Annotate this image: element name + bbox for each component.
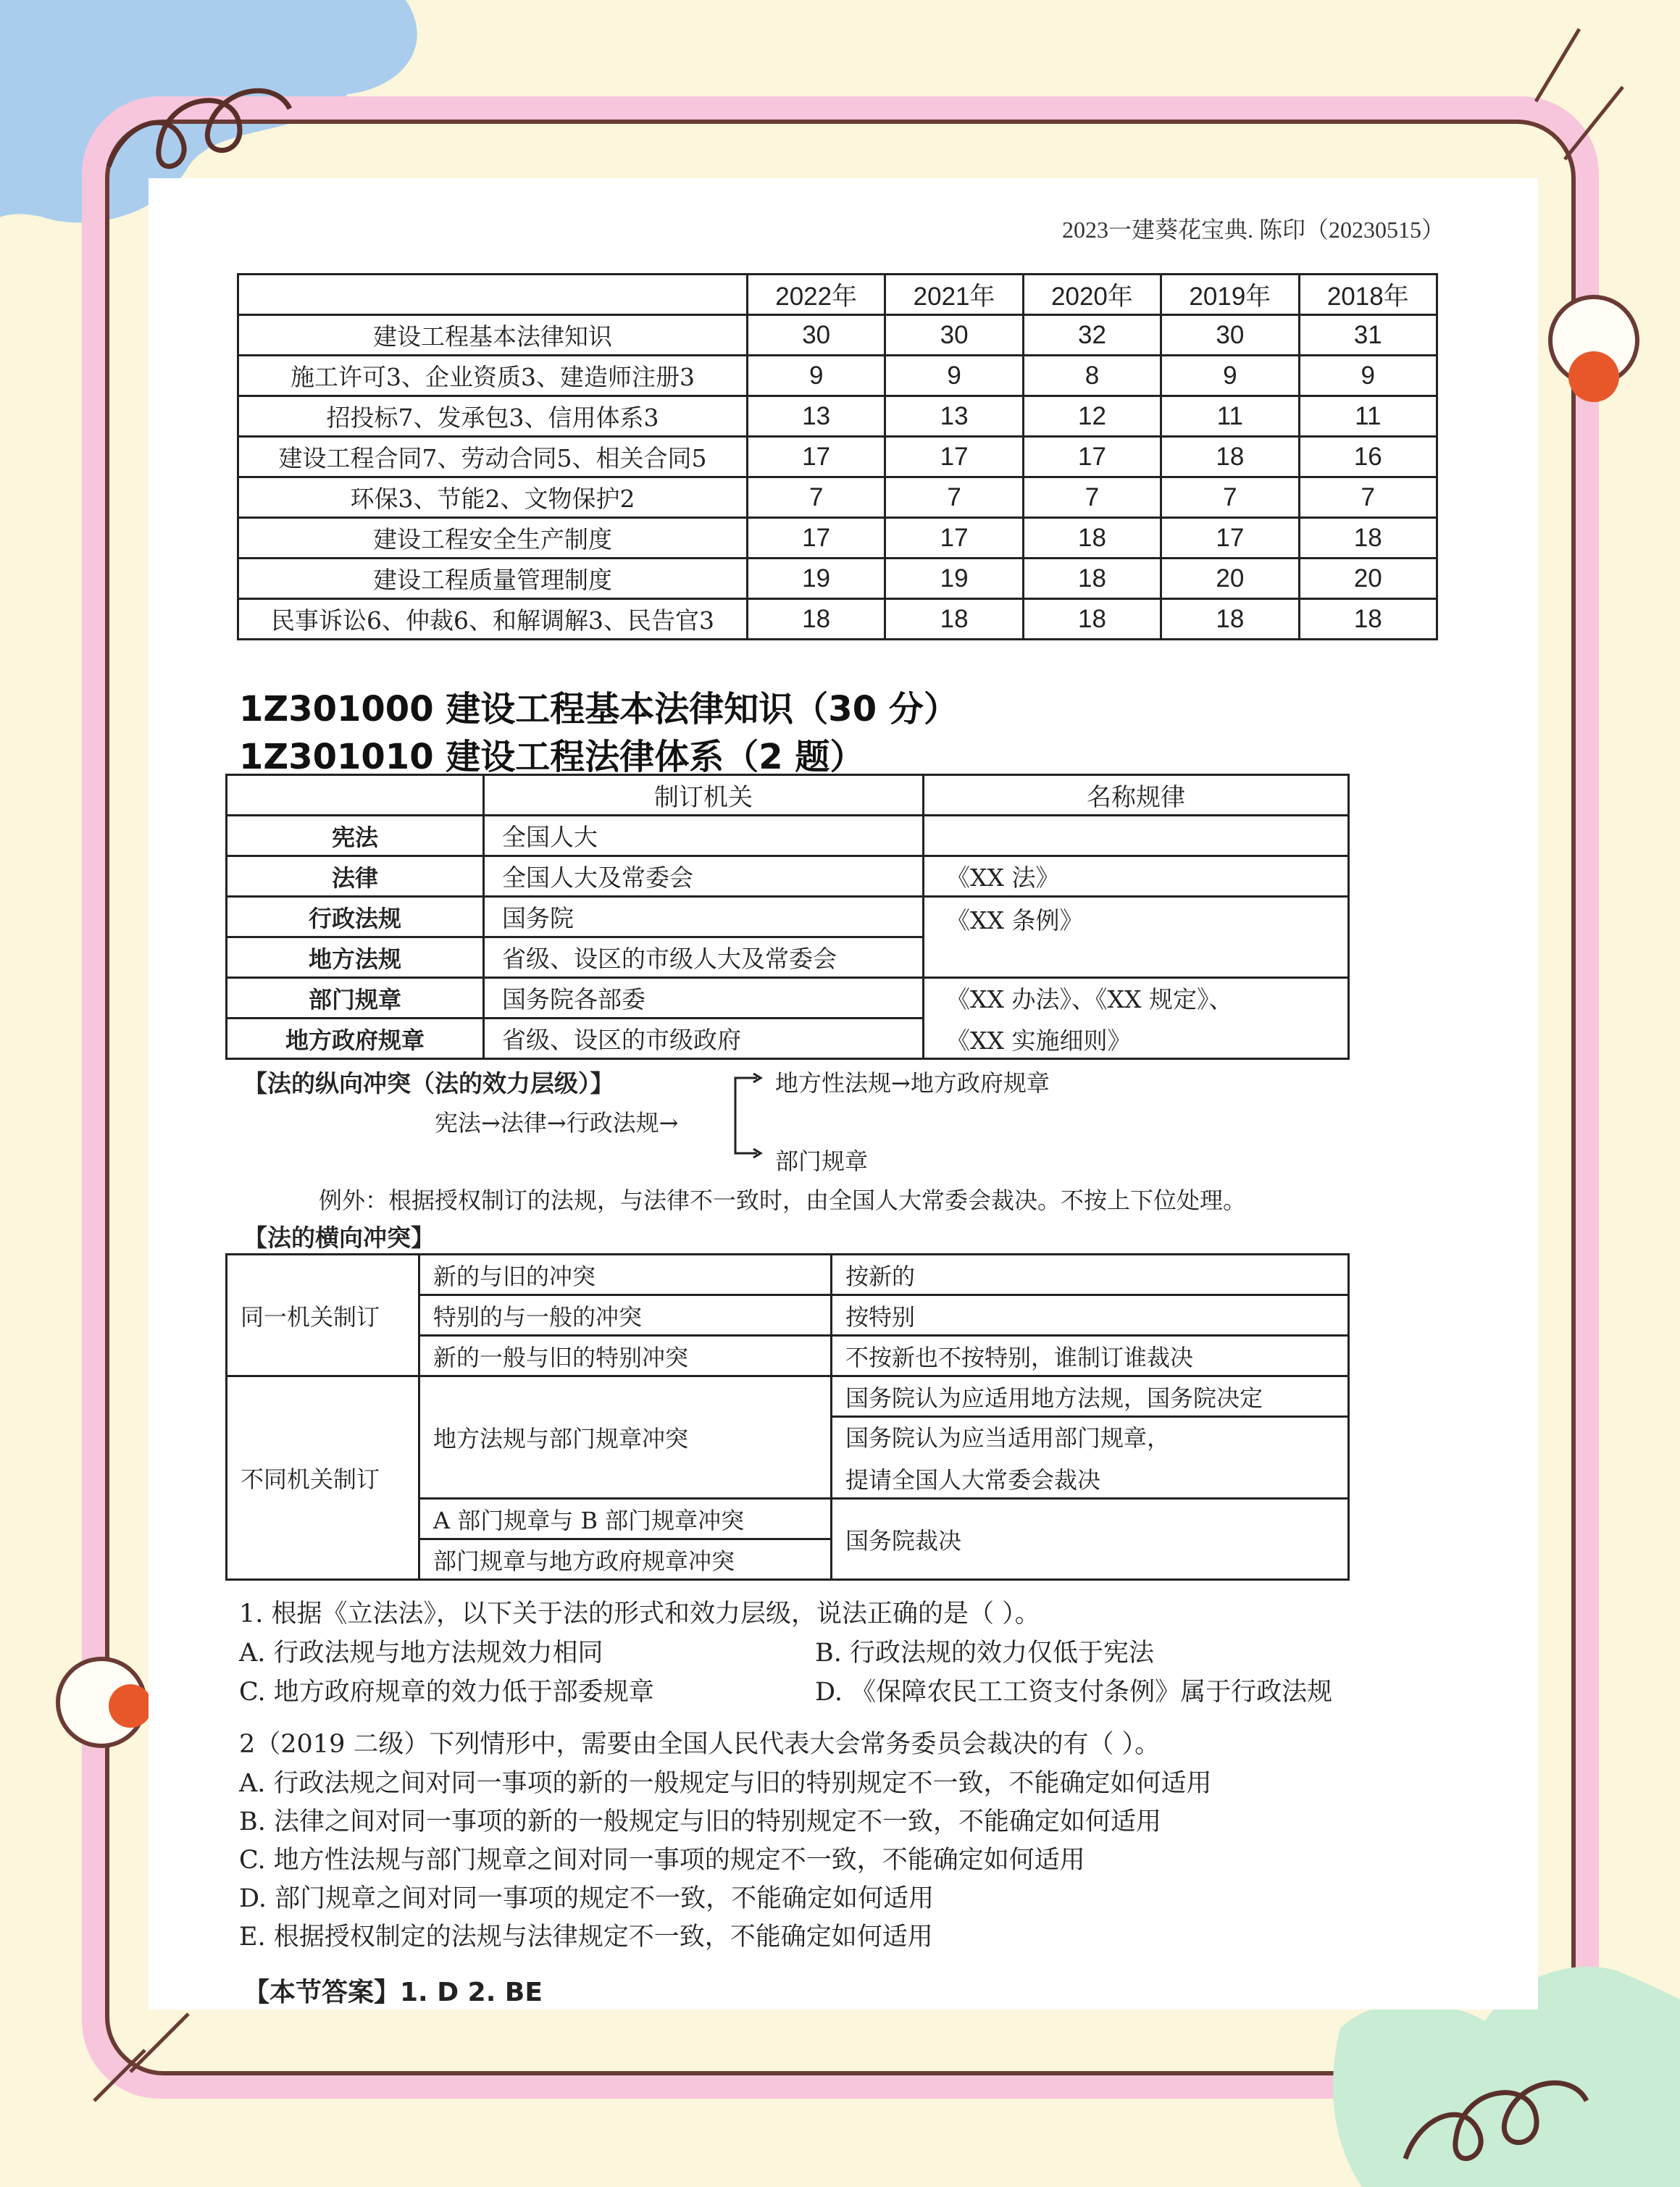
conflict-rule (832, 1417, 1349, 1499)
row-label: 施工许可3、企业资质3、建造师注册3 (238, 356, 748, 396)
score-cell: 18 (1023, 518, 1161, 559)
conflict-case: 地方法规与部门规章冲突 (419, 1376, 832, 1499)
group-cell: 同一机关制订 (227, 1255, 419, 1376)
naming-cell: 《XX 条例》 (924, 897, 1349, 978)
score-cell: 18 (748, 599, 885, 640)
score-cell: 18 (1023, 559, 1161, 599)
score-distribution-table (237, 273, 1438, 640)
score-cell: 18 (1023, 599, 1161, 640)
score-cell: 18 (1299, 599, 1437, 640)
corner-cell (227, 775, 484, 816)
horizontal-conflict-table (225, 1253, 1350, 1581)
issuing-body: 省级、设区的市级人大及常委会 (484, 937, 924, 978)
flower-right (1550, 297, 1637, 402)
score-cell: 18 (1299, 518, 1437, 559)
table-row (227, 775, 1349, 816)
naming-line: 《XX 实施细则》 (946, 1026, 1132, 1055)
exception-note: 例外：根据授权制订的法规，与法律不一致时，由全国人大常委会裁决。不按上下位处理。 (319, 1187, 1247, 1214)
score-cell: 18 (1161, 599, 1299, 640)
table-row (238, 477, 1437, 518)
score-cell: 17 (748, 437, 885, 477)
rule-line: 提请全国人大常委会裁决 (845, 1466, 1101, 1494)
issuing-body: 全国人大 (484, 816, 924, 856)
tick-top-right (1536, 29, 1623, 159)
issuing-body: 全国人大及常委会 (484, 856, 924, 897)
question-2-option: B. 法律之间对同一事项的新的一般规定与旧的特别规定不一致，不能确定如何适用 (239, 1807, 1161, 1836)
table-row (238, 599, 1437, 640)
question-1-option: C. 地方政府规章的效力低于部委规章 (239, 1678, 654, 1707)
law-system-table (225, 774, 1350, 1060)
score-cell: 9 (1161, 356, 1299, 396)
year-header: 2020年 (1023, 275, 1161, 315)
question-1-option: A. 行政法规与地方法规效力相同 (239, 1639, 603, 1668)
conflict-rule: 按特别 (832, 1295, 1349, 1336)
question-2-option: A. 行政法规之间对同一事项的新的一般规定与旧的特别规定不一致，不能确定如何适用 (239, 1769, 1212, 1798)
table-row (238, 356, 1437, 396)
score-cell: 32 (1023, 315, 1161, 356)
table-row (238, 559, 1437, 599)
law-form: 宪法 (227, 816, 484, 856)
table-row (238, 315, 1437, 356)
question-1-option: D. 《保障农民工工资支付条例》属于行政法规 (815, 1678, 1333, 1707)
conflict-case: 新的一般与旧的特别冲突 (419, 1336, 832, 1376)
score-cell: 20 (1299, 559, 1437, 599)
score-cell: 30 (748, 315, 885, 356)
branch-top: 地方性法规→地方政府规章 (775, 1069, 1050, 1097)
score-cell: 17 (885, 437, 1023, 477)
law-form: 地方政府规章 (227, 1019, 484, 1059)
column-header: 制订机关 (484, 775, 924, 816)
conflict-case: 部门规章与地方政府规章冲突 (419, 1539, 832, 1580)
year-header: 2019年 (1161, 275, 1299, 315)
table-row (227, 1376, 1349, 1417)
header-note: 2023一建葵花宝典. 陈印（20230515） (1062, 217, 1445, 243)
score-cell: 18 (885, 599, 1023, 640)
score-cell: 17 (1161, 518, 1299, 559)
law-form: 行政法规 (227, 897, 484, 937)
branch-bottom: 部门规章 (775, 1147, 869, 1175)
row-label: 环保3、节能2、文物保护2 (238, 477, 748, 518)
naming-cell: 《XX 法》 (924, 856, 1349, 897)
score-cell: 7 (1299, 477, 1437, 518)
table-row (238, 518, 1437, 559)
law-form: 部门规章 (227, 978, 484, 1019)
score-cell: 7 (1023, 477, 1161, 518)
naming-cell (924, 816, 1349, 856)
table-row (238, 275, 1437, 315)
score-cell: 7 (885, 477, 1023, 518)
year-header: 2022年 (748, 275, 885, 315)
section-heading: 1Z301000 建设工程基本法律知识（30 分） (239, 689, 958, 729)
score-cell: 9 (885, 356, 1023, 396)
score-cell: 9 (1299, 356, 1437, 396)
score-cell: 17 (748, 518, 885, 559)
question-2-option: D. 部门规章之间对同一事项的规定不一致，不能确定如何适用 (239, 1884, 935, 1913)
question-1-stem: 1. 根据《立法法》，以下关于法的形式和效力层级，说法正确的是（ ）。 (239, 1600, 1040, 1628)
horizontal-conflict-title: 【法的横向冲突】 (243, 1224, 435, 1252)
conflict-rule: 按新的 (832, 1255, 1349, 1295)
score-cell: 11 (1299, 396, 1437, 437)
law-form: 地方法规 (227, 937, 484, 978)
table-row (238, 396, 1437, 437)
table-row (227, 816, 1349, 856)
table-row (227, 978, 1349, 1019)
year-header: 2018年 (1299, 275, 1437, 315)
score-cell: 31 (1299, 315, 1437, 356)
question-2-option: C. 地方性法规与部门规章之间对同一事项的规定不一致，不能确定如何适用 (239, 1846, 1085, 1875)
score-cell: 13 (885, 396, 1023, 437)
group-cell: 不同机关制订 (227, 1376, 419, 1580)
score-cell: 7 (748, 477, 885, 518)
row-label: 建设工程合同7、劳动合同5、相关合同5 (238, 437, 748, 477)
row-label: 民事诉讼6、仲裁6、和解调解3、民告官3 (238, 599, 748, 640)
naming-line: 《XX 办法》、《XX 规定》、 (946, 984, 1233, 1013)
conflict-case: 新的与旧的冲突 (419, 1255, 832, 1295)
column-header: 名称规律 (924, 775, 1349, 816)
conflict-rule: 国务院认为应适用地方法规，国务院决定 (832, 1376, 1349, 1417)
issuing-body: 省级、设区的市级政府 (484, 1019, 924, 1059)
conflict-case: A 部门规章与 B 部门规章冲突 (419, 1499, 832, 1539)
law-form: 法律 (227, 856, 484, 897)
table-row (227, 897, 1349, 937)
score-cell: 30 (1161, 315, 1299, 356)
score-cell: 9 (748, 356, 885, 396)
section-answer: 【本节答案】1. D 2. BE (243, 1978, 543, 2007)
score-cell: 8 (1023, 356, 1161, 396)
corner-cell (238, 275, 748, 315)
score-cell: 16 (1299, 437, 1437, 477)
issuing-body: 国务院 (484, 897, 924, 937)
question-2-stem: 2（2019 二级）下列情形中，需要由全国人民代表大会常务委员会裁决的有（ ）。 (239, 1730, 1161, 1759)
vertical-conflict-title: 【法的纵向冲突（法的效力层级）】 (243, 1069, 614, 1097)
score-cell: 7 (1161, 477, 1299, 518)
score-cell: 11 (1161, 396, 1299, 437)
score-cell: 13 (748, 396, 885, 437)
naming-cell (924, 978, 1349, 1059)
row-label: 招投标7、发承包3、信用体系3 (238, 396, 748, 437)
year-header: 2021年 (885, 275, 1023, 315)
score-cell: 19 (748, 559, 885, 599)
score-cell: 18 (1161, 437, 1299, 477)
table-row (227, 856, 1349, 897)
row-label: 建设工程安全生产制度 (238, 518, 748, 559)
branch-bracket (724, 1072, 775, 1159)
row-label: 建设工程基本法律知识 (238, 315, 748, 356)
conflict-case: 特别的与一般的冲突 (419, 1295, 832, 1336)
score-cell: 17 (1023, 437, 1161, 477)
issuing-body: 国务院各部委 (484, 978, 924, 1019)
question-2-option: E. 根据授权制定的法规与法律规定不一致，不能确定如何适用 (239, 1923, 933, 1952)
score-cell: 12 (1023, 396, 1161, 437)
conflict-rule: 不按新也不按特别，谁制订谁裁决 (832, 1336, 1349, 1376)
score-cell: 17 (885, 518, 1023, 559)
rule-line: 国务院认为应当适用部门规章， (845, 1424, 1171, 1452)
hierarchy-chain: 宪法→法律→行政法规→ (435, 1109, 679, 1137)
conflict-rule: 国务院裁决 (832, 1499, 1349, 1580)
table-row (227, 1255, 1349, 1295)
score-cell: 19 (885, 559, 1023, 599)
table-row (238, 437, 1437, 477)
question-1-option: B. 行政法规的效力仅低于宪法 (815, 1639, 1154, 1668)
row-label: 建设工程质量管理制度 (238, 559, 748, 599)
score-cell: 30 (885, 315, 1023, 356)
flower-left (58, 1659, 152, 1746)
score-cell: 20 (1161, 559, 1299, 599)
subsection-heading: 1Z301010 建设工程法律体系（2 题） (239, 737, 865, 777)
